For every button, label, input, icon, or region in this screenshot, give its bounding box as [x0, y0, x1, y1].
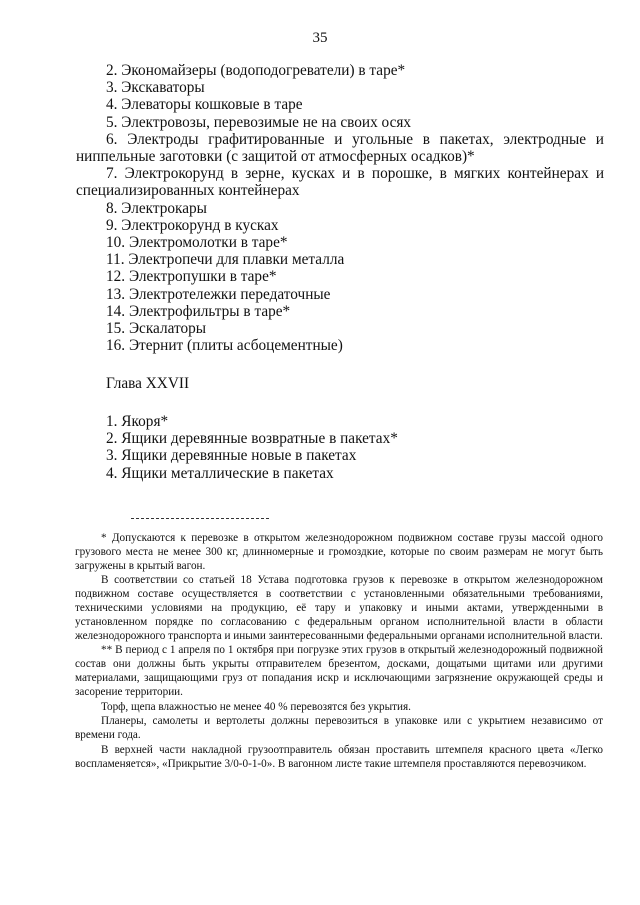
footnote: * Допускаются к перевозке в открытом железнодорожном подвижном составе грузы массой одного грузового места не менее 300 кг, длинномерные и громоздкие, которые по своим размерам не могут быть загружены в крытый вагон. — [75, 532, 603, 572]
list-item: 2. Экономайзеры (водоподогреватели) в таре* — [106, 62, 406, 79]
list-item: 3. Ящики деревянные новые в пакетах — [106, 447, 357, 465]
footnote: Планеры, самолеты и вертолеты должны перевозиться в упаковке или с укрытием независимо от времени года. — [75, 715, 603, 742]
list-item: 14. Электрофильтры в таре* — [106, 302, 291, 320]
list-item: 6. Электроды графитированные и угольные в пакетах, электродные и ниппельные заготовки (с защитой от атмосферных осадков)* — [76, 130, 604, 166]
list-item: 3. Экскаваторы — [106, 79, 205, 97]
page-number: 35 — [312, 30, 328, 46]
cargo-list-continued — [76, 62, 604, 354]
footnote: ** В период с 1 апреля по 1 октября при погрузке этих грузов в открытый железнодорожный подвижной состав они должны быть укрыты отправителем брезентом, досками, дощатыми щитами или другими материалами, защищающими груз от попадания искр и исключающими загрязнение окружающей среды и засорение территории. — [75, 644, 603, 698]
list-item: 2. Ящики деревянные возвратные в пакетах* — [106, 430, 398, 448]
list-item: 4. Ящики металлические в пакетах — [106, 464, 334, 482]
list-item: 13. Электротележки передаточные — [106, 285, 331, 303]
list-item: 8. Электрокары — [106, 199, 207, 217]
list-item: 10. Электромолотки в таре* — [106, 234, 288, 252]
footnotes — [75, 532, 603, 773]
list-item: 11. Электропечи для плавки металла — [106, 251, 345, 269]
footnote: Торф, щепа влажностью не менее 40 % перевозятся без укрытия. — [101, 700, 411, 713]
list-item: 1. Якоря* — [106, 413, 169, 430]
chapter-heading: Глава XXVII — [106, 375, 190, 392]
list-item: 16. Этернит (плиты асбоцементные) — [106, 337, 343, 355]
list-item: 15. Эскалаторы — [106, 320, 207, 338]
list-item: 7. Электрокорунд в зерне, кусках и в порошке, в мягких контейнерах и специализированных контейнерах — [76, 165, 604, 200]
list-item: 4. Элеваторы кошковые в таре — [106, 96, 303, 114]
list-item: 12. Электропушки в таре* — [106, 268, 277, 286]
list-item: 5. Электровозы, перевозимые не на своих осях — [106, 113, 412, 131]
cargo-list-chapter-27 — [76, 413, 604, 482]
footnote: В верхней части накладной грузоотправитель обязан проставить штемпеля красного цвета «Легко воспламеняется», «Прикрытие 3/0-0-1-0». В вагонном листе такие штемпеля проставляются перевозчиком. — [75, 743, 603, 770]
footnote: В соответствии со статьей 18 Устава подготовка грузов к перевозке в открытом железнодорожном подвижном составе осуществляется в соответствии с установленными обязательными требованиями, техническими условиями на продукцию, её тару и упаковку и иными актами, утвержденными в установленном порядке по согласованию с федеральным органом исполнительной власти в области железнодорожного транспорта и иными заинтересованными федеральными органами исполнительной власти. — [75, 574, 603, 642]
list-item: 9. Электрокорунд в кусках — [106, 216, 279, 234]
footnote-separator — [131, 518, 269, 519]
